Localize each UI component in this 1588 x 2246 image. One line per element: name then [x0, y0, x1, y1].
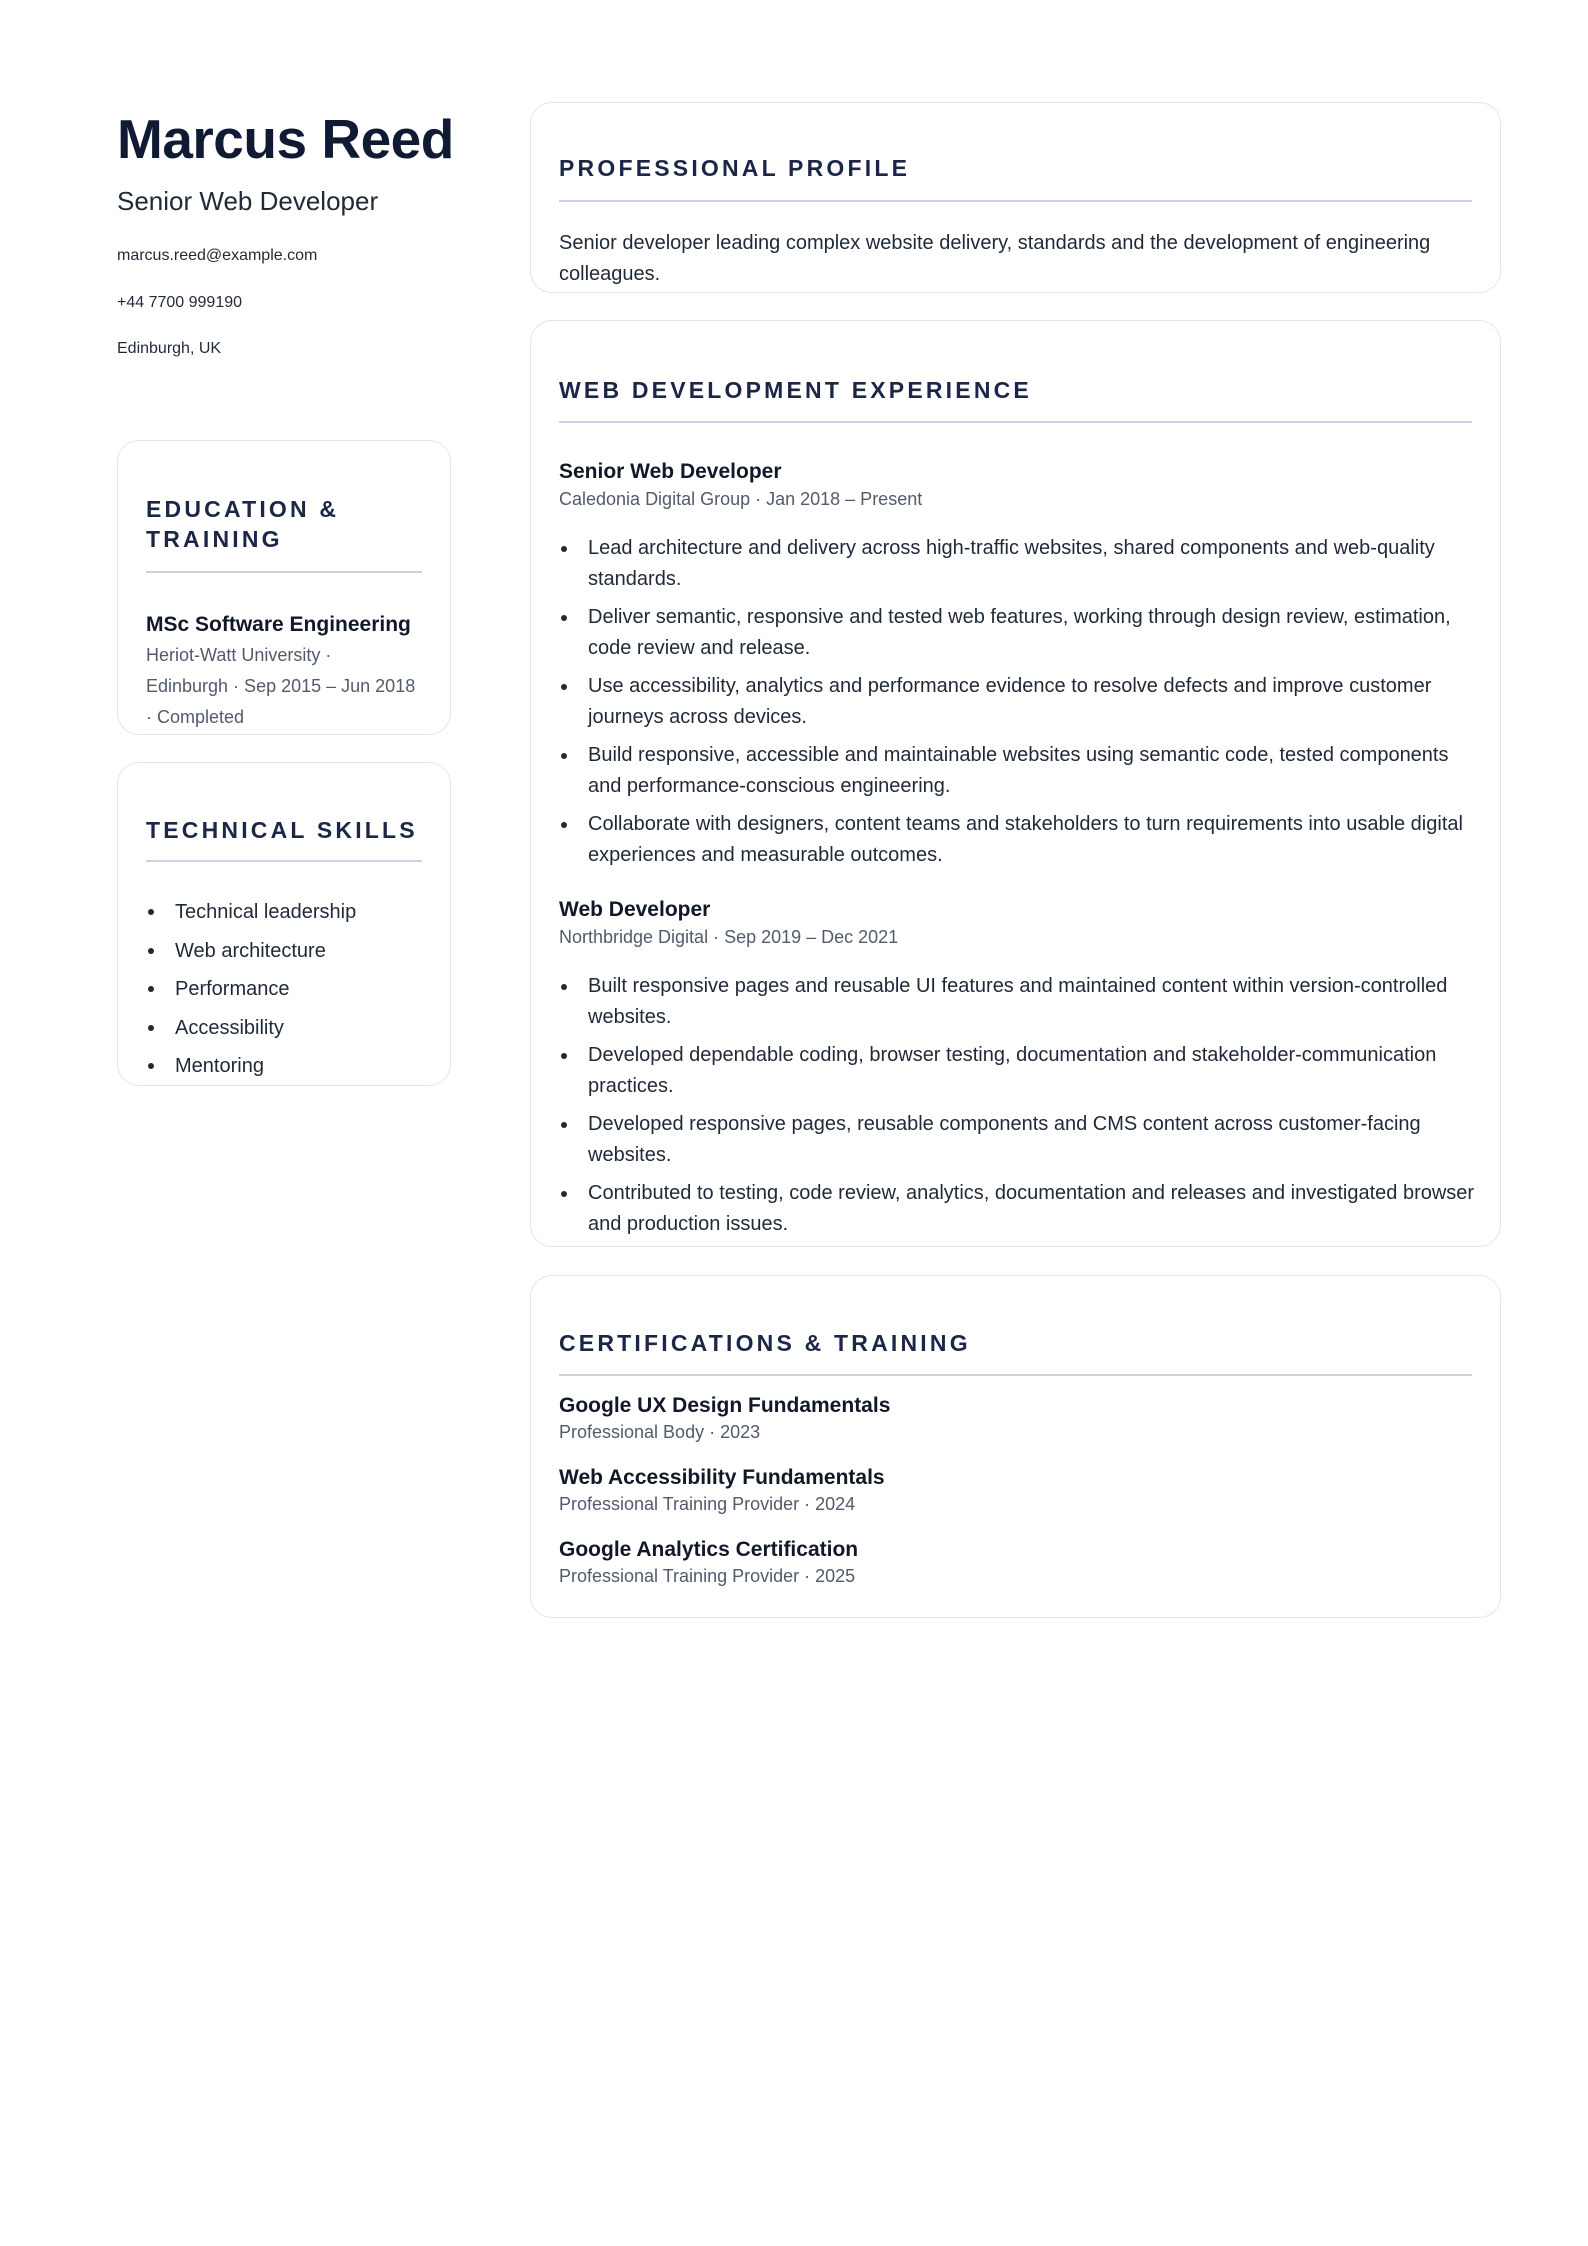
skill-label: Mentoring	[175, 1055, 264, 1077]
certification-name: Google UX Design Fundamentals	[559, 1394, 891, 1417]
job-bullet	[559, 533, 1479, 595]
job-bullet-line: and performance-conscious engineering.	[588, 775, 951, 797]
job-bullet	[559, 1178, 1479, 1240]
education-meta-line1: Heriot-Watt University ·	[146, 645, 332, 665]
certification-meta: Professional Training Provider · 2025	[559, 1566, 856, 1586]
education-title	[146, 494, 436, 554]
bullet-icon	[561, 546, 567, 552]
bullet-icon	[148, 986, 154, 992]
job-bullet-line: journeys across devices.	[588, 706, 807, 728]
profile-text	[559, 228, 1430, 290]
certifications-card	[530, 1275, 1501, 1618]
job-bullet-line: Lead architecture and delivery across high-traffic websites, shared components and web-quality	[588, 537, 1435, 559]
skill-label: Technical leadership	[175, 901, 357, 923]
education-meta	[146, 640, 415, 733]
job-bullet	[559, 971, 1479, 1033]
education-card	[117, 440, 451, 735]
certifications-divider	[559, 1374, 1472, 1376]
skill-item	[146, 1009, 436, 1048]
certification-meta: Professional Training Provider · 2024	[559, 1494, 856, 1514]
contact-email[interactable]: marcus.reed@example.com	[117, 247, 318, 264]
job-bullet-line: Build responsive, accessible and maintainable websites using semantic code, tested components	[588, 744, 1449, 766]
bullet-icon	[148, 948, 154, 954]
skills-list	[146, 893, 436, 1086]
experience-title: WEB DEVELOPMENT EXPERIENCE	[559, 377, 1032, 403]
job-bullets	[559, 533, 1479, 871]
education-title-line2: TRAINING	[146, 526, 283, 552]
candidate-role: Senior Web Developer	[117, 186, 379, 216]
skills-title: TECHNICAL SKILLS	[146, 817, 418, 843]
skill-label: Web architecture	[175, 939, 326, 962]
job-bullet-line: practices.	[588, 1075, 674, 1097]
skill-label: Accessibility	[175, 1016, 284, 1039]
bullet-icon	[561, 615, 567, 621]
education-meta-line3: · Completed	[146, 707, 245, 727]
job-bullet	[559, 1040, 1479, 1102]
job-meta: Caledonia Digital Group · Jan 2018 – Present	[559, 489, 923, 509]
profile-divider	[559, 200, 1472, 202]
skill-item	[146, 1047, 436, 1086]
certification-name: Web Accessibility Fundamentals	[559, 1466, 885, 1489]
job-bullet-line: websites.	[588, 1144, 672, 1166]
bullet-icon	[561, 684, 567, 690]
certification-item	[559, 1392, 1459, 1444]
certification-item	[559, 1464, 1459, 1516]
candidate-name: Marcus Reed	[117, 108, 454, 170]
education-divider	[146, 571, 422, 573]
job-bullet-line: and production issues.	[588, 1213, 789, 1235]
experience-card	[530, 320, 1501, 1247]
job-bullet	[559, 1109, 1479, 1171]
profile-text-line1: Senior developer leading complex website delivery, standards and the development of engineering	[559, 232, 1431, 254]
skills-card	[117, 762, 451, 1086]
job-meta: Northbridge Digital · Sep 2019 – Dec 2021	[559, 927, 899, 947]
certification-item	[559, 1536, 1459, 1588]
bullet-icon	[561, 753, 567, 759]
bullet-icon	[148, 1063, 154, 1069]
skill-item	[146, 970, 436, 1009]
education-degree: MSc Software Engineering	[146, 613, 411, 636]
job-bullet-line: Built responsive pages and reusable UI features and maintained content within version-controlled	[588, 975, 1448, 997]
job-bullet-line: experiences and measurable outcomes.	[588, 844, 943, 866]
job-bullet-line: Deliver semantic, responsive and tested web features, working through design review, estimation,	[588, 606, 1451, 628]
certification-meta: Professional Body · 2023	[559, 1422, 761, 1442]
profile-title: PROFESSIONAL PROFILE	[559, 155, 911, 181]
bullet-icon	[561, 1191, 567, 1197]
bullet-icon	[148, 1025, 154, 1031]
experience-divider	[559, 421, 1472, 423]
job-title: Web Developer	[559, 898, 711, 921]
skill-item	[146, 893, 436, 932]
bullet-icon	[561, 1122, 567, 1128]
job-bullet	[559, 809, 1479, 871]
job-bullet-line: Developed dependable coding, browser testing, documentation and stakeholder-communication	[588, 1044, 1437, 1066]
bullet-icon	[561, 822, 567, 828]
job-title: Senior Web Developer	[559, 460, 782, 483]
job-bullet-line: Use accessibility, analytics and performance evidence to resolve defects and improve customer	[588, 675, 1432, 697]
job-bullet	[559, 740, 1479, 802]
job-bullet-line: Collaborate with designers, content teams and stakeholders to turn requirements into usable digital	[588, 813, 1463, 835]
job-bullet	[559, 602, 1479, 664]
job-entry	[559, 458, 1479, 878]
job-bullet-line: websites.	[588, 1006, 672, 1028]
skills-divider	[146, 860, 422, 862]
contact-phone[interactable]: +44 7700 999190	[117, 294, 243, 311]
bullet-icon	[561, 1053, 567, 1059]
skill-label: Performance	[175, 978, 290, 1000]
job-entry	[559, 896, 1479, 1247]
profile-card	[530, 102, 1501, 293]
contact-location: Edinburgh, UK	[117, 340, 222, 357]
education-title-line1: EDUCATION &	[146, 496, 340, 522]
certification-name: Google Analytics Certification	[559, 1538, 859, 1561]
job-bullets	[559, 971, 1479, 1240]
skill-item	[146, 932, 436, 971]
certifications-list	[559, 1392, 1459, 1608]
job-bullet	[559, 671, 1479, 733]
profile-text-line2: colleagues.	[559, 263, 661, 285]
job-bullet-line: standards.	[588, 568, 682, 590]
certifications-title: CERTIFICATIONS & TRAINING	[559, 1330, 971, 1356]
job-bullet-line: Contributed to testing, code review, analytics, documentation and releases and investigated browser	[588, 1182, 1475, 1204]
bullet-icon	[561, 984, 567, 990]
bullet-icon	[148, 909, 154, 915]
job-bullet-line: Developed responsive pages, reusable components and CMS content across customer-facing	[588, 1113, 1421, 1135]
education-meta-line2: Edinburgh · Sep 2015 – Jun 2018	[146, 676, 416, 696]
job-bullet-line: code review and release.	[588, 637, 811, 659]
